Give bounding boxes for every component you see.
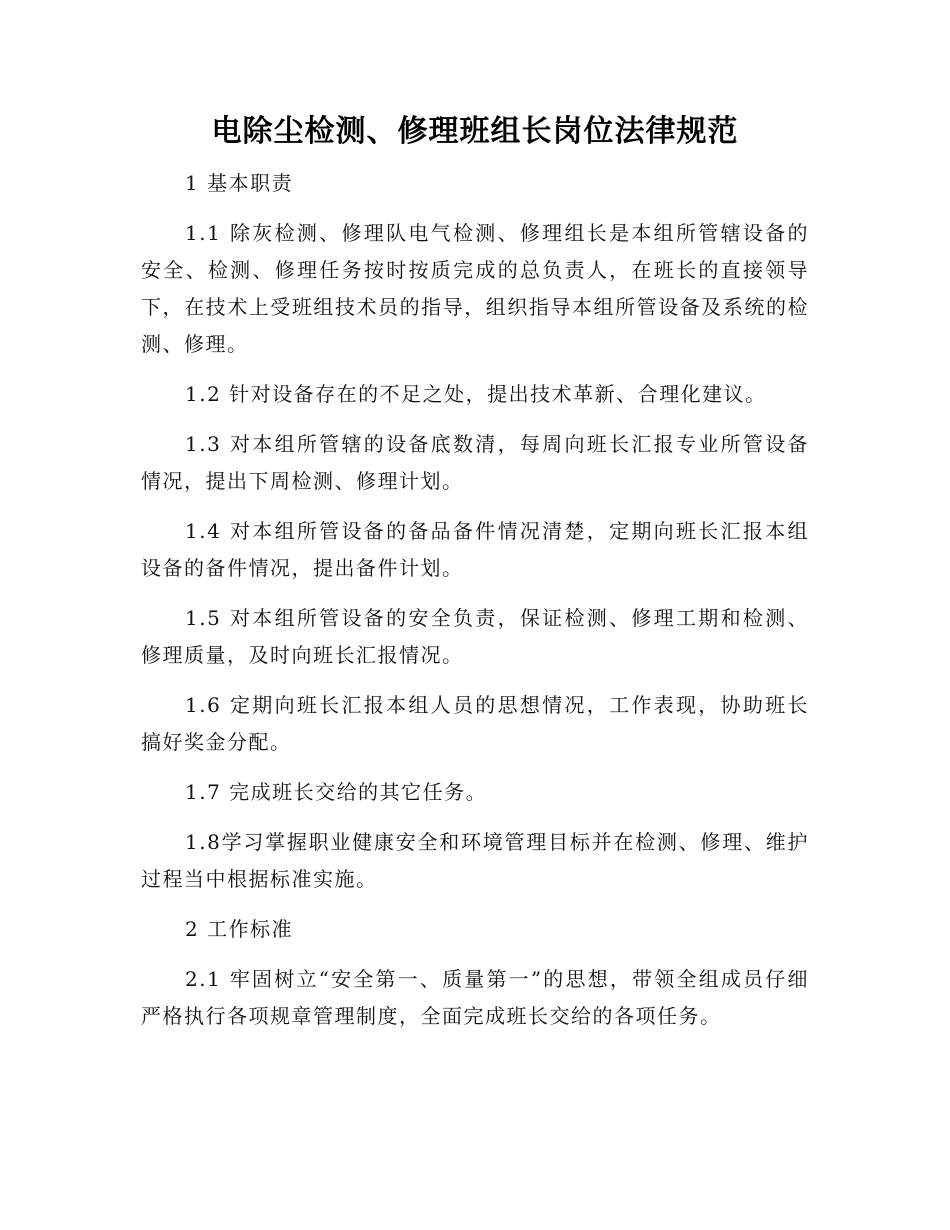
paragraph-1-1: 1.1 除灰检测、修理队电气检测、修理组长是本组所管辖设备的安全、检测、修理任务按时按质完成的总负责人，在班长的直接领导下，在技术上受班组技术员的指导，组织指导本组所管设备及系统的检测、修理。 [141,221,809,356]
paragraph-2-1: 2.1 牢固树立“安全第一、质量第一”的思想，带领全组成员仔细严格执行各项规章管理制度，全面完成班长交给的各项任务。 [141,967,809,1028]
document-title: 电除尘检测、修理班组长岗位法律规范 [211,114,739,149]
paragraph-1-7: 1.7 完成班长交给的其它任务。 [185,780,488,804]
section-heading-1: 1 基本职责 [185,171,294,195]
paragraph-1-5: 1.5 对本组所管设备的安全负责，保证检测、修理工期和检测、修理质量，及时向班长汇报情况。 [141,606,809,667]
document-body [141,165,809,1048]
paragraph-1-4: 1.4 对本组所管设备的备品备件情况清楚，定期向班长汇报本组设备的备件情况，提出备件计划。 [141,519,809,580]
paragraph-1-6: 1.6 定期向班长汇报本组人员的思想情况，工作表现，协助班长搞好奖金分配。 [141,693,809,754]
paragraph-1-3: 1.3 对本组所管辖的设备底数清，每周向班长汇报专业所管设备情况，提出下周检测、修理计划。 [141,432,809,493]
section-heading-2: 2 工作标准 [185,917,294,941]
paragraph-1-8: 1.8学习掌握职业健康安全和环境管理目标并在检测、修理、维护过程当中根据标准实施。 [141,830,809,891]
paragraph-1-2: 1.2 针对设备存在的不足之处，提出技术革新、合理化建议。 [185,382,767,406]
